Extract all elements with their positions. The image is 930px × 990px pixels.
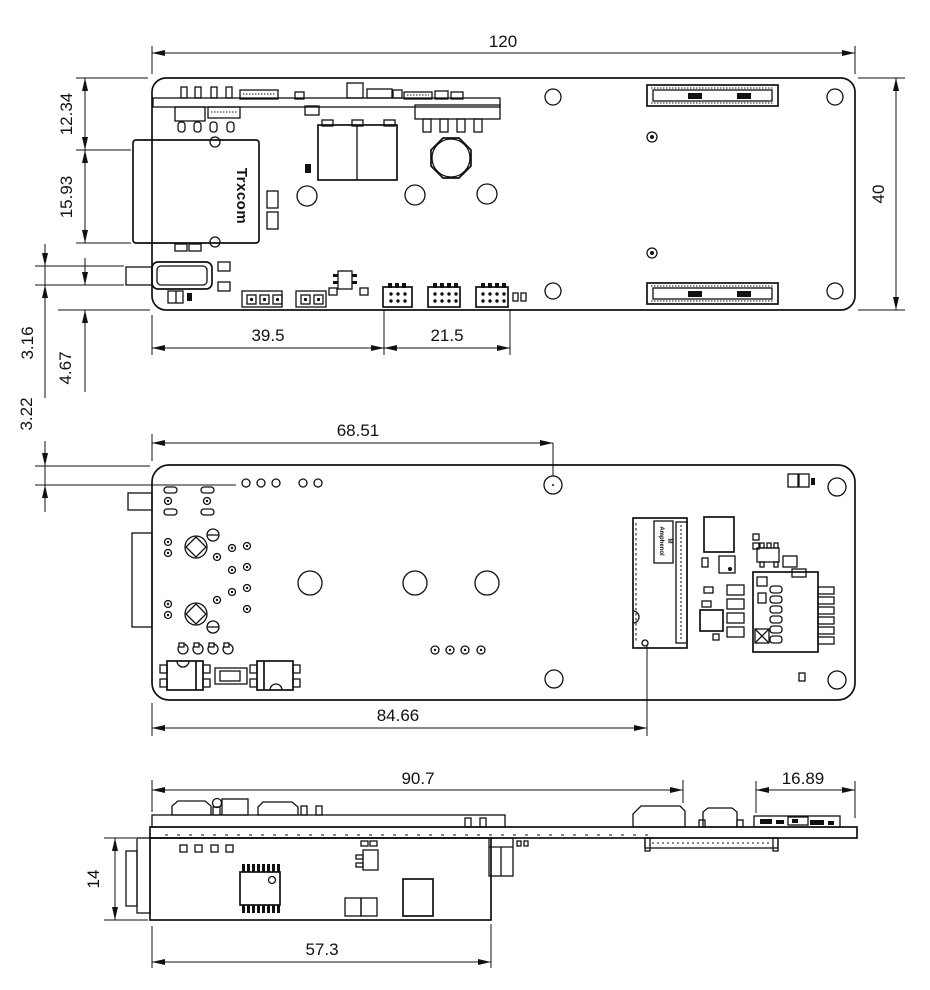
dim-label-right-module-width: 16.89 <box>781 769 825 788</box>
solder-pad-field <box>164 487 251 633</box>
dim-label-jack-height: 15.93 <box>57 175 76 219</box>
ethernet-brand-label: Trxcom <box>233 167 250 225</box>
dim-label-board-height: 40 <box>869 184 888 204</box>
jack-post-bottom <box>210 237 220 247</box>
top-side-components-profile <box>172 799 840 828</box>
dim-label-hole-offset: 68.51 <box>336 421 380 440</box>
b2b-connector-profile <box>645 838 778 851</box>
side-view <box>84 769 857 968</box>
connector-8pin-a <box>428 283 460 307</box>
dim-pad-row-offset <box>17 397 236 512</box>
bottom-edge-connectors <box>383 283 526 307</box>
dim-usb-bottom-offset <box>56 258 150 392</box>
jack-outline-bottom <box>132 533 152 627</box>
mounting-holes-bottom-view <box>298 476 846 689</box>
socket-brand-suffix: M <box>666 538 672 544</box>
dim-label-header-offset: 39.5 <box>251 326 285 345</box>
b2b-connector-upper <box>647 85 778 106</box>
right-side-components <box>700 474 834 681</box>
dim-label-usb-bottom-offset: 4.67 <box>56 351 75 385</box>
dim-assembly-height <box>84 838 148 920</box>
bottom-left-components <box>160 643 300 690</box>
usb-plug-profile <box>126 851 137 906</box>
bottom-envelope <box>150 838 491 920</box>
top-pad-row <box>242 479 322 487</box>
dim-header-span <box>384 309 510 355</box>
shield-can-profile <box>633 806 685 827</box>
ic-chip-small <box>700 610 723 631</box>
transformer <box>318 120 397 180</box>
sot-transistor <box>757 548 779 562</box>
b2b-connector-lower <box>647 283 778 304</box>
connector-6pin <box>383 283 412 307</box>
connector-8pin-b <box>476 283 508 307</box>
dim-label-assembly-height: 14 <box>84 869 103 889</box>
dim-hole-offset <box>152 421 553 476</box>
jack-flange-profile <box>137 838 150 913</box>
bottom-view <box>17 397 855 736</box>
bottom-assembly <box>126 838 528 920</box>
usb-connector <box>126 262 212 289</box>
dim-socket-offset <box>152 645 647 736</box>
socket-brand-label: Amphenol <box>658 526 664 556</box>
usb-protrusion <box>128 493 152 510</box>
dim-label-header-span: 21.5 <box>430 326 464 345</box>
microsd-slot <box>753 569 834 652</box>
dim-top-offset <box>57 78 148 150</box>
dim-label-top-offset: 12.34 <box>57 92 76 136</box>
ic-chip <box>704 517 734 552</box>
dim-header-offset <box>152 309 384 355</box>
dim-label-component-span: 90.7 <box>401 769 435 788</box>
dim-label-socket-offset: 84.66 <box>376 706 420 725</box>
dim-right-module-width <box>756 769 855 818</box>
dim-component-span <box>152 769 683 812</box>
smd-pad <box>305 164 311 173</box>
mounting-holes-top-view <box>297 89 843 299</box>
power-inductor <box>431 138 471 178</box>
jack-post-top <box>210 137 220 147</box>
top-view <box>18 32 905 398</box>
dim-label-bottom-body-width: 57.3 <box>305 940 339 959</box>
pcb-slab <box>150 827 857 838</box>
soic-chip <box>240 864 280 913</box>
board-outline-top-view <box>152 78 855 310</box>
dim-board-height <box>858 78 905 310</box>
dim-label-board-width: 120 <box>488 32 518 51</box>
dim-label-usb-height: 3.16 <box>18 326 37 360</box>
ethernet-jack <box>133 137 311 251</box>
dim-bottom-body-width <box>152 924 491 968</box>
dim-label-pad-row-offset: 3.22 <box>17 397 36 431</box>
mini-pcie-socket <box>633 518 687 648</box>
dim-board-width <box>152 32 855 74</box>
small-ic <box>338 271 352 289</box>
edge-strip-profile <box>152 815 505 827</box>
dim-jack-height <box>57 150 131 243</box>
